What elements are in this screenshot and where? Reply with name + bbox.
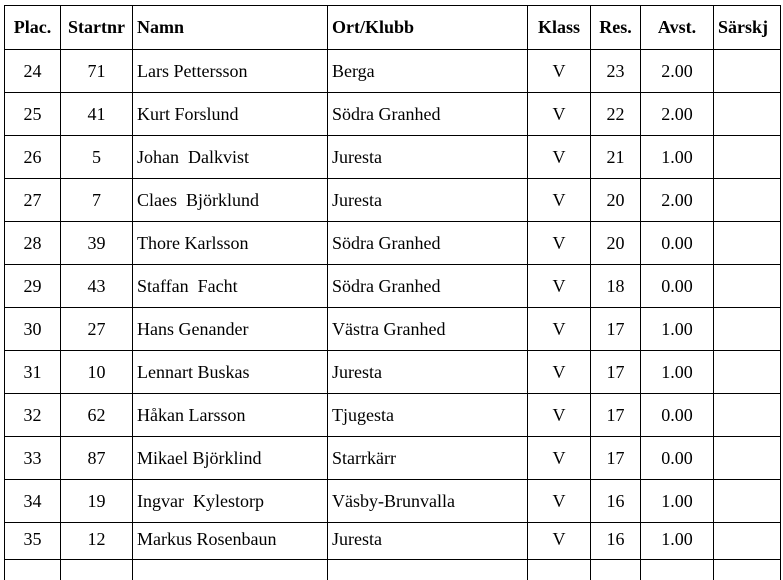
cell-sarskj — [714, 93, 781, 136]
cell-avst — [641, 560, 714, 580]
cell-klass: V — [528, 437, 591, 480]
cell-avst: 1.00 — [641, 351, 714, 394]
cell-startnr: 43 — [61, 265, 133, 308]
cell-namn: Mikael Björklind — [133, 437, 328, 480]
cell-klass: V — [528, 136, 591, 179]
cell-klass: V — [528, 179, 591, 222]
cell-res: 16 — [591, 480, 641, 523]
header-avst: Avst. — [641, 6, 714, 50]
cell-namn: Johan Dalkvist — [133, 136, 328, 179]
cell-res — [591, 560, 641, 580]
table-row — [5, 265, 781, 308]
cell-plac: 31 — [5, 351, 61, 394]
cell-avst: 0.00 — [641, 394, 714, 437]
cell-avst: 1.00 — [641, 523, 714, 560]
cell-avst: 1.00 — [641, 136, 714, 179]
cell-ort-klubb: Juresta — [328, 351, 528, 394]
cell-res: 20 — [591, 179, 641, 222]
cell-plac: 34 — [5, 480, 61, 523]
cell-ort-klubb: Juresta — [328, 136, 528, 179]
cell-startnr — [61, 560, 133, 580]
cell-sarskj — [714, 179, 781, 222]
cell-klass: V — [528, 222, 591, 265]
cell-ort-klubb: Södra Granhed — [328, 222, 528, 265]
cell-startnr: 5 — [61, 136, 133, 179]
table-row — [5, 93, 781, 136]
cell-ort-klubb: Starrkärr — [328, 437, 528, 480]
cell-startnr: 7 — [61, 179, 133, 222]
cell-sarskj — [714, 265, 781, 308]
cell-namn: Lennart Buskas — [133, 351, 328, 394]
cell-namn: Thore Karlsson — [133, 222, 328, 265]
table-row — [5, 222, 781, 265]
cell-klass: V — [528, 523, 591, 560]
table-row — [5, 480, 781, 523]
cell-avst: 0.00 — [641, 437, 714, 480]
header-sarskj: Särskj — [714, 6, 781, 50]
cell-namn: Kurt Forslund — [133, 93, 328, 136]
cell-plac: 29 — [5, 265, 61, 308]
cell-plac: 30 — [5, 308, 61, 351]
cell-startnr: 62 — [61, 394, 133, 437]
table-row-partial — [5, 560, 781, 580]
cell-plac: 33 — [5, 437, 61, 480]
cell-res: 17 — [591, 394, 641, 437]
cell-res: 18 — [591, 265, 641, 308]
cell-sarskj — [714, 222, 781, 265]
cell-ort-klubb: Juresta — [328, 523, 528, 560]
cell-namn: Staffan Facht — [133, 265, 328, 308]
table-row — [5, 136, 781, 179]
cell-sarskj — [714, 560, 781, 580]
cell-namn: Hans Genander — [133, 308, 328, 351]
header-res: Res. — [591, 6, 641, 50]
cell-ort-klubb: Väsby-Brunvalla — [328, 480, 528, 523]
cell-avst: 1.00 — [641, 480, 714, 523]
cell-startnr: 10 — [61, 351, 133, 394]
cell-ort-klubb: Södra Granhed — [328, 265, 528, 308]
table-row — [5, 437, 781, 480]
cell-plac: 35 — [5, 523, 61, 560]
cell-namn: Ingvar Kylestorp — [133, 480, 328, 523]
cell-avst: 0.00 — [641, 222, 714, 265]
table-row — [5, 50, 781, 93]
cell-res: 17 — [591, 308, 641, 351]
cell-plac: 26 — [5, 136, 61, 179]
cell-startnr: 87 — [61, 437, 133, 480]
cell-startnr: 39 — [61, 222, 133, 265]
cell-res: 22 — [591, 93, 641, 136]
table-row — [5, 394, 781, 437]
header-klass: Klass — [528, 6, 591, 50]
cell-namn — [133, 560, 328, 580]
cell-plac: 24 — [5, 50, 61, 93]
cell-startnr: 41 — [61, 93, 133, 136]
cell-avst: 2.00 — [641, 93, 714, 136]
cell-res: 16 — [591, 523, 641, 560]
cell-avst: 2.00 — [641, 179, 714, 222]
header-ort-klubb: Ort/Klubb — [328, 6, 528, 50]
table-row — [5, 179, 781, 222]
header-row — [5, 6, 781, 50]
cell-klass — [528, 560, 591, 580]
cell-sarskj — [714, 437, 781, 480]
cell-plac: 25 — [5, 93, 61, 136]
cell-klass: V — [528, 308, 591, 351]
cell-sarskj — [714, 394, 781, 437]
cell-avst: 0.00 — [641, 265, 714, 308]
results-table-header — [5, 6, 781, 50]
cell-plac: 32 — [5, 394, 61, 437]
cell-klass: V — [528, 50, 591, 93]
cell-sarskj — [714, 50, 781, 93]
cell-res: 21 — [591, 136, 641, 179]
cell-startnr: 71 — [61, 50, 133, 93]
cell-ort-klubb: Juresta — [328, 179, 528, 222]
cell-startnr: 27 — [61, 308, 133, 351]
cell-sarskj — [714, 308, 781, 351]
table-row — [5, 308, 781, 351]
cell-startnr: 12 — [61, 523, 133, 560]
table-row — [5, 523, 781, 560]
cell-plac: 28 — [5, 222, 61, 265]
cell-namn: Markus Rosenbaun — [133, 523, 328, 560]
results-table — [4, 5, 781, 580]
cell-sarskj — [714, 480, 781, 523]
cell-plac — [5, 560, 61, 580]
cell-namn: Claes Björklund — [133, 179, 328, 222]
cell-avst: 1.00 — [641, 308, 714, 351]
cell-klass: V — [528, 394, 591, 437]
cell-ort-klubb: Berga — [328, 50, 528, 93]
cell-avst: 2.00 — [641, 50, 714, 93]
cell-klass: V — [528, 93, 591, 136]
cell-sarskj — [714, 351, 781, 394]
cell-namn: Lars Pettersson — [133, 50, 328, 93]
cell-res: 23 — [591, 50, 641, 93]
cell-klass: V — [528, 265, 591, 308]
cell-ort-klubb — [328, 560, 528, 580]
cell-klass: V — [528, 351, 591, 394]
results-table-body — [5, 50, 781, 580]
cell-sarskj — [714, 523, 781, 560]
cell-res: 17 — [591, 437, 641, 480]
cell-ort-klubb: Västra Granhed — [328, 308, 528, 351]
cell-ort-klubb: Tjugesta — [328, 394, 528, 437]
table-row — [5, 351, 781, 394]
cell-sarskj — [714, 136, 781, 179]
cell-startnr: 19 — [61, 480, 133, 523]
header-namn: Namn — [133, 6, 328, 50]
header-plac: Plac. — [5, 6, 61, 50]
cell-res: 20 — [591, 222, 641, 265]
cell-plac: 27 — [5, 179, 61, 222]
cell-klass: V — [528, 480, 591, 523]
cell-res: 17 — [591, 351, 641, 394]
cell-ort-klubb: Södra Granhed — [328, 93, 528, 136]
header-startnr: Startnr — [61, 6, 133, 50]
cell-namn: Håkan Larsson — [133, 394, 328, 437]
